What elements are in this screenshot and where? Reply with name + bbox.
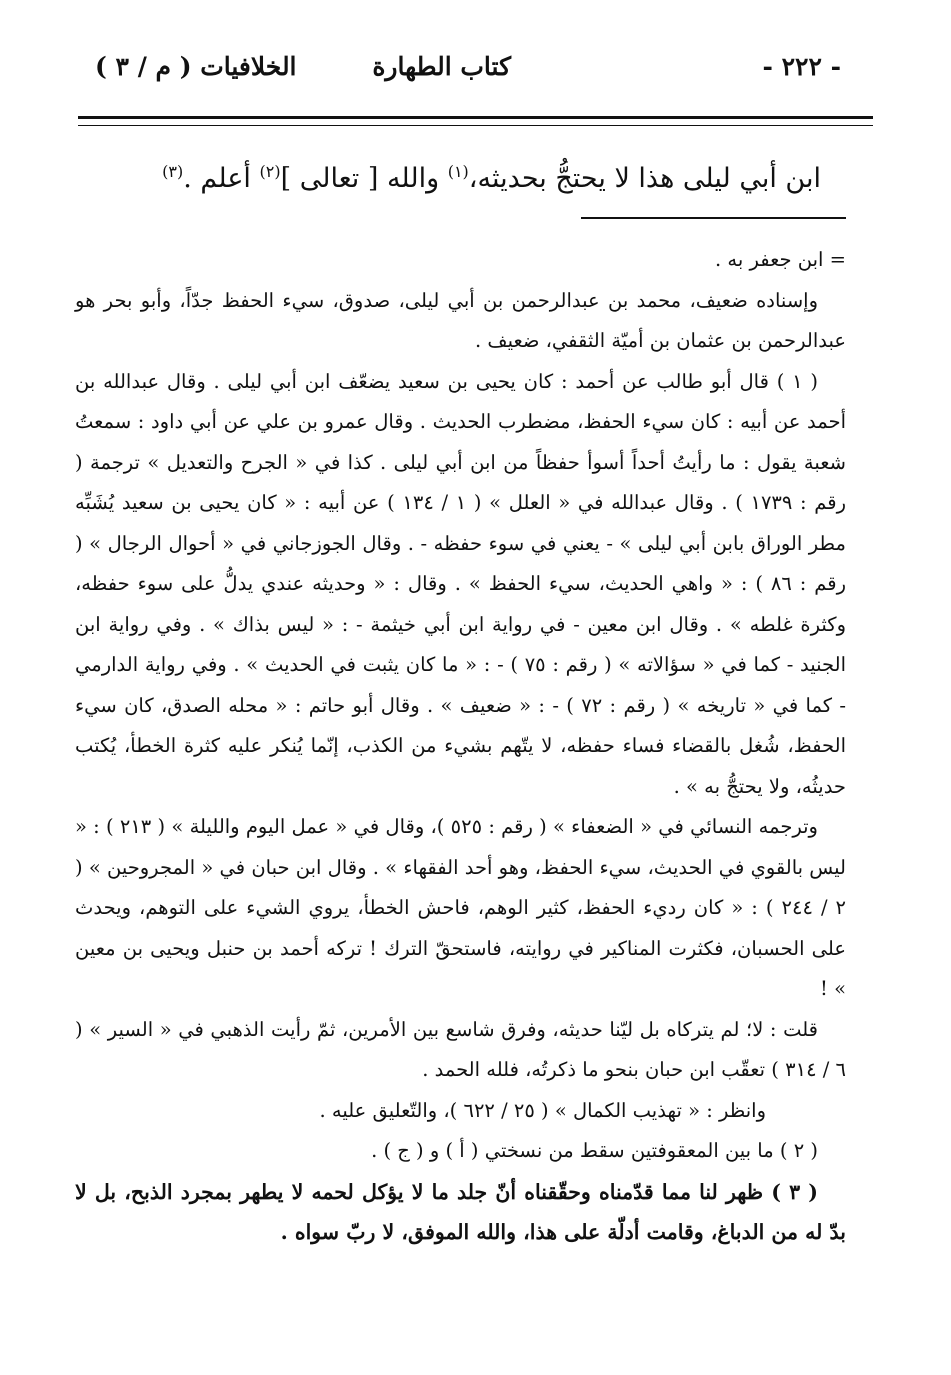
footnote-1: ( ١ ) قال أبو طالب عن أحمد : كان يحيى بن سعيد يضعّف ابن أبي ليلى . وقال عبدالله بن أحمد عن أبيه : كان سيء الحفظ، مضطرب الحديث . وقال عمرو بن علي عن أبي داود : سمعتُ شعبة يقول : ما رأيتُ أحداً أسوأ حفظاً من ابن أبي ليلى . كذا في « الجرح والتعديل » ترجمة ( رقم : ١٧٣٩ ) . وقال عبدالله في « العلل » ( ١ / ١٣٤ ) عن أبيه : « كان يحيى بن سعيد يُشَبِّه مطر الوراق بابن أبي ليلى » - يعني في سوء حفظه - . وقال الجوزجاني في « أحوال الرجال » ( رقم : ٨٦ ) : « واهي الحديث، سيء الحفظ » . وقال : « وحديثه عندي يدلُّ على سوء حفظه، وكثرة غلطه » . وقال ابن معين - في رواية ابن أبي خيثمة - : « ليس بذاك » . وفي رواية ابن الجنيد - كما في « سؤالاته » ( رقم : ٧٥ ) - : « ما كان يثبت في الحديث » . وفي رواية الدارمي - كما في « تاريخه » ( رقم : ٧٢ ) - : « ضعيف » . وقال أبو حاتم : « محله الصدق، كان سيء الحفظ، شُغل بالقضاء فساء حفظه، لا يتّهم بشيء من الكذب، إنّما يُنكر عليه كثرة الخطأ، يُكتب حديثُه، ولا يحتجُّ به » . [75,369,847,798]
main-text-part-1: ابن أبي ليلى هذا لا يحتجُّ بحديثه، [468,163,821,194]
footnote-2: ( ٢ ) ما بين المعقوفتين سقط من نسختي ( أ ) و ( ج ) . [371,1139,818,1162]
header-double-rule [78,116,873,126]
page-header [95,52,841,94]
footnote-paragraph: وترجمه النسائي في « الضعفاء » ( رقم : ٥٢٥ )، وقال في « عمل اليوم والليلة » ( ٢١٣ ) : « ليس بالقوي في الحديث، سيء الحفظ، وهو أحد الفقهاء » . وقال ابن حبان في « المجروحين » ( ٢ / ٢٤٤ ) : « كان رديء الحفظ، كثير الوهم، فاحش الخطأ، يروي الشيء على التوهم، ويحدث على الحسبان، فكثرت المناكير في روايته، فاستحقّ الترك ! تركه أحمد بن حنبل ويحيى بن معين » ! [75,815,847,1000]
footnote-paragraph: وإسناده ضعيف، محمد بن عبدالرحمن بن أبي ليلى، صدوق، سيء الحفظ جدّاً، وأبو بحر هو عبدالرحمن بن عثمان بن أميّة الثقفي، ضعيف . [75,288,846,352]
main-text [100,150,821,201]
footnote-ref-3: (٣) [162,162,184,181]
main-text-part-3: أعلم . [183,163,260,194]
main-text-part-2: والله [ تعالى ] [280,163,448,194]
footnote-paragraph: قلت : لا؛ لم يتركاه بل ليّنا حديثه، وفرق شاسع بين الأمرين، ثمّ رأيت الذهبي في « السير » ( ٦ / ٣١٤ ) تعقّب ابن حبان بنحو ما ذكرتُه، فلله الحمد . [75,1017,846,1081]
footnote-continuation: = ابن جعفر به . [715,248,846,271]
footnote-separator [581,217,846,219]
footnote-ref-2: (٢) [259,162,281,181]
footnote-3: ( ٣ ) ظهر لنا مما قدّمناه وحقّقناه أنّ جلد ما لا يؤكل لحمه لا يطهر بمجرد الذبح، بل لا بدّ له من الدباغ، وقامت أدلّة على هذا، والله الموفق، لا ربّ سواه . [75,1179,846,1244]
page-number: - ٢٢٢ - [762,52,841,81]
footnote-ref-1: (١) [447,162,469,181]
book-title: كتاب الطهارة [372,52,511,81]
footnote-paragraph: وانظر : « تهذيب الكمال » ( ٢٥ / ٦٢٢ )، والتّعليق عليه . [319,1098,766,1122]
section-title: الخلافيات ( م / ٣ ) [95,52,297,81]
footnotes [75,240,846,1253]
